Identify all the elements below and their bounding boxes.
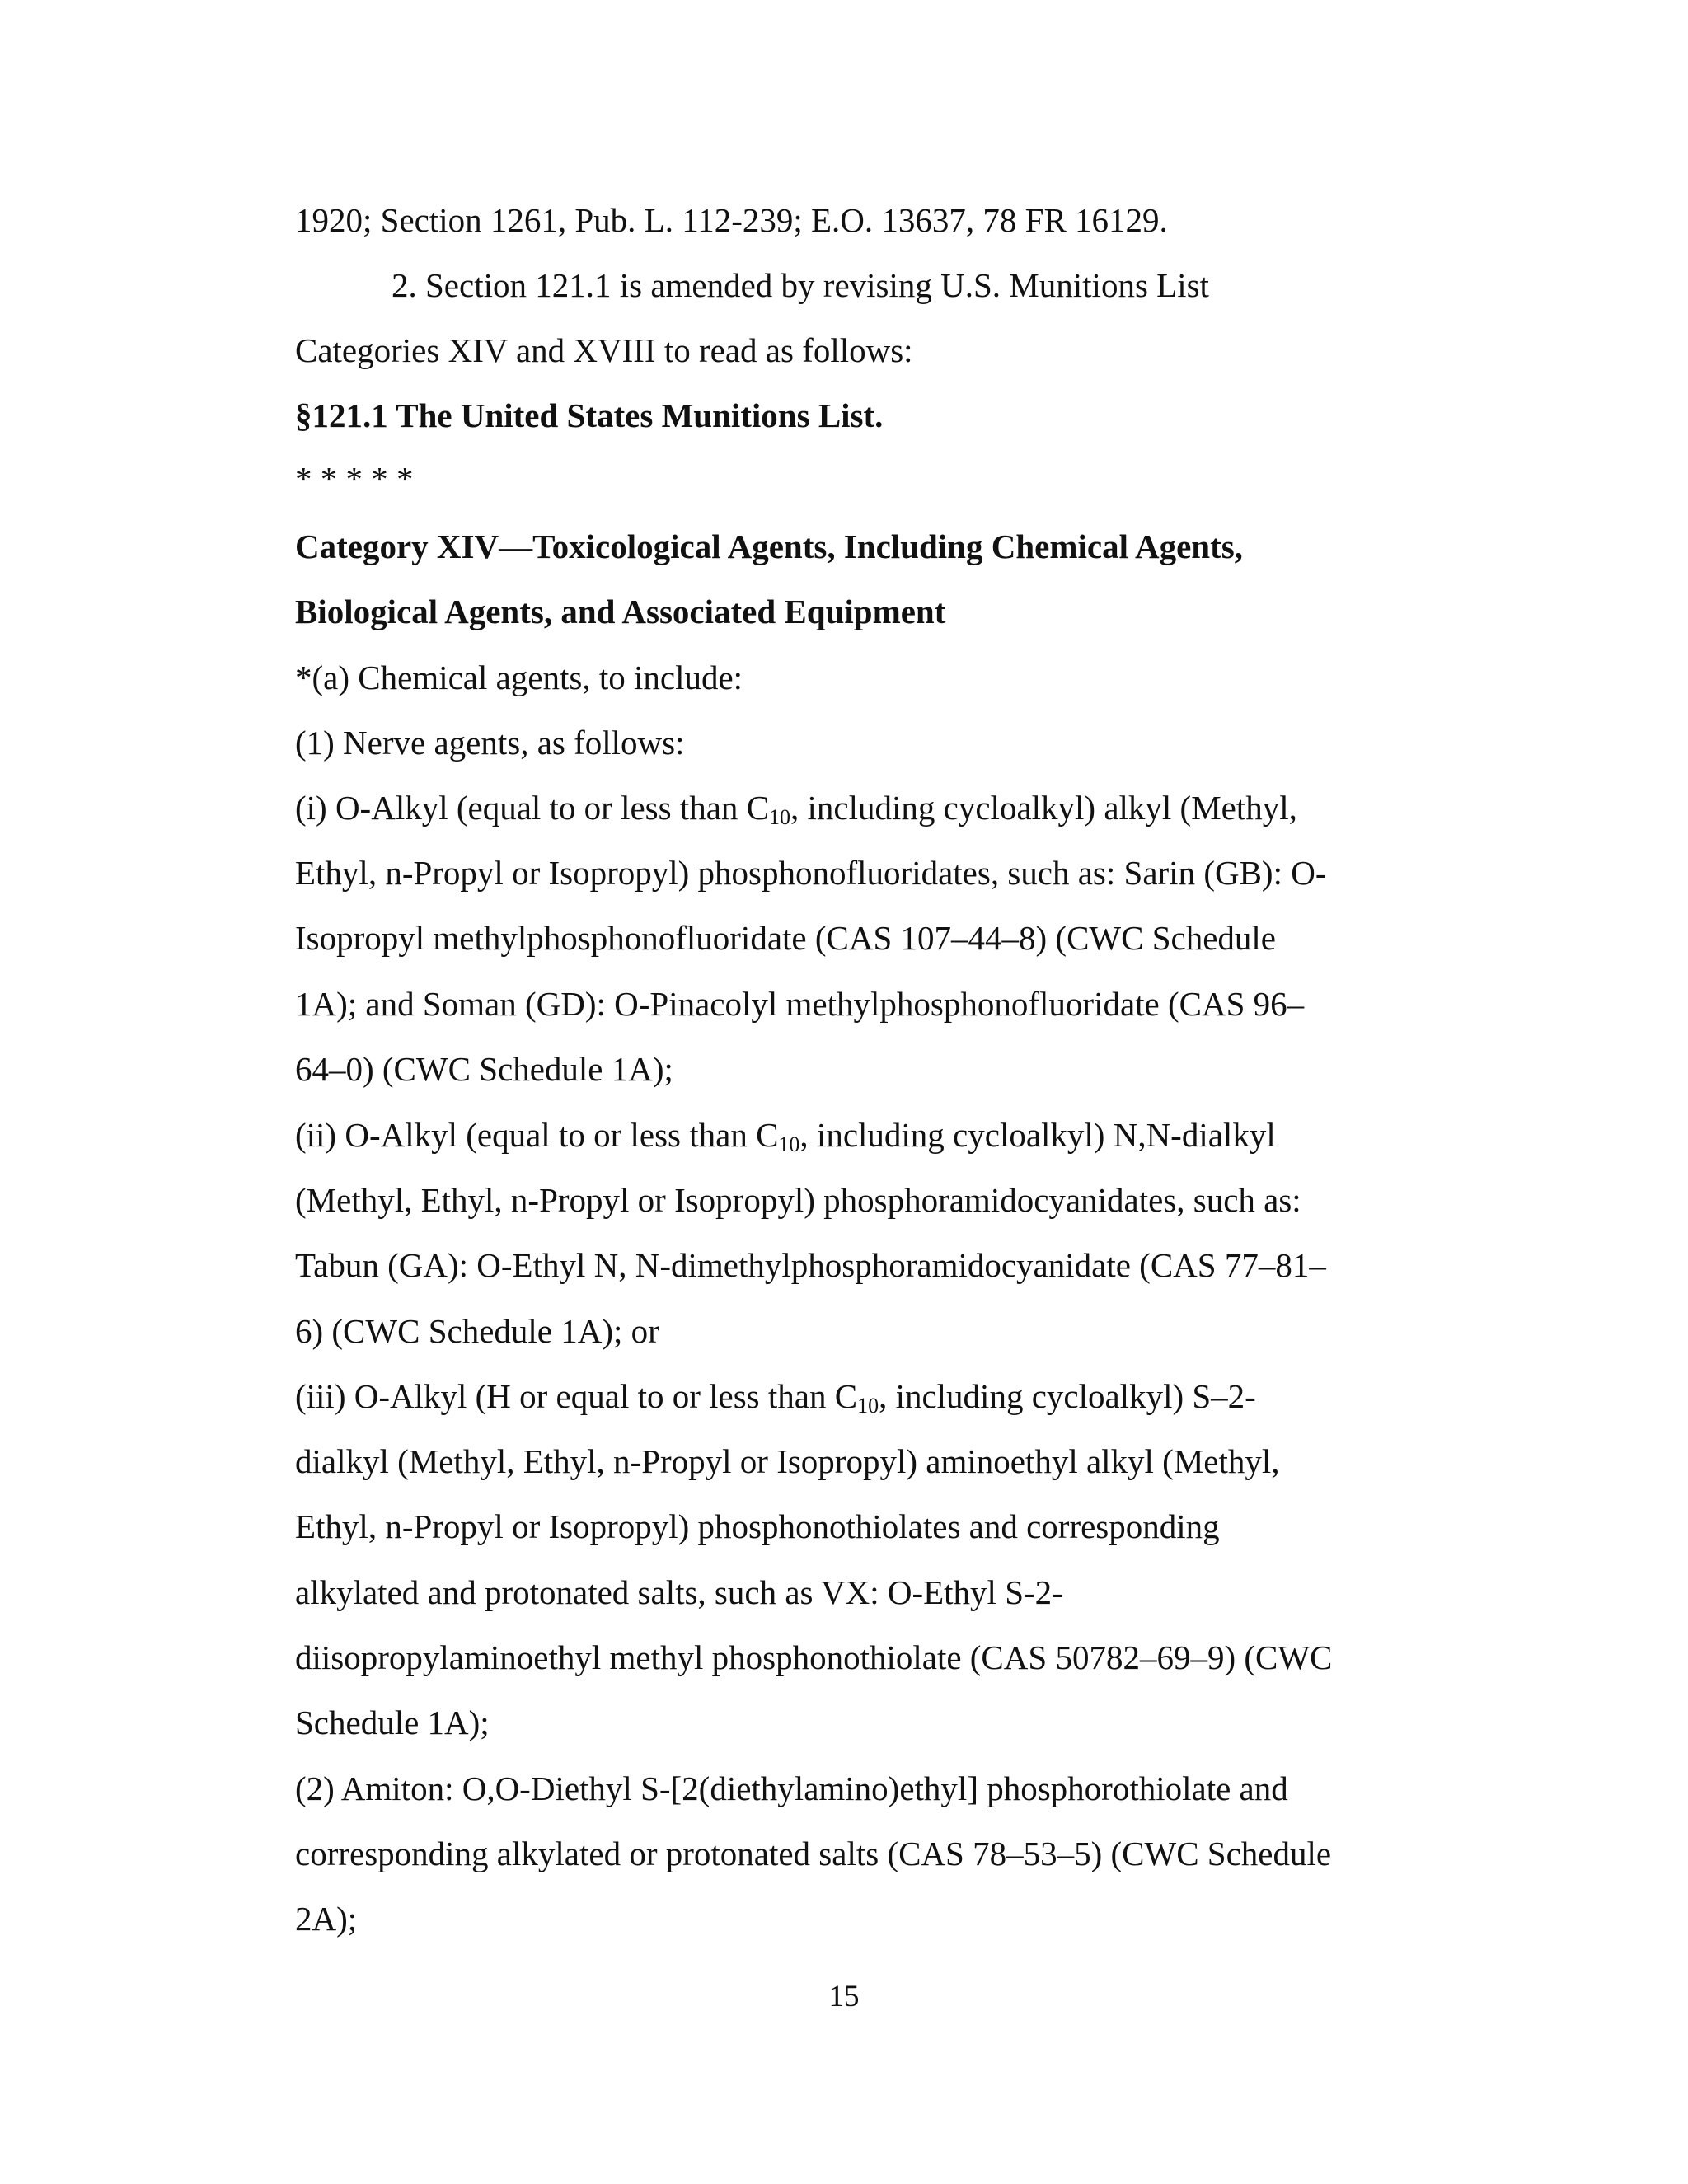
page-number: 15 — [828, 1980, 860, 2013]
subscript: 10 — [857, 1394, 879, 1418]
text-segment: (i) O-Alkyl (equal to or less than C — [295, 789, 770, 827]
text-segment: , including cycloalkyl) N,N-dialkyl — [799, 1116, 1276, 1154]
body-text-line: *(a) Chemical agents, to include: — [295, 658, 743, 696]
category-heading-line-1: Category XIV—Toxicological Agents, Including Chemical Agents, — [295, 527, 1243, 565]
body-text-line: corresponding alkylated or protonated salts (CAS 78–53–5) (CWC Schedule — [295, 1835, 1332, 1872]
body-text-line: (Methyl, Ethyl, n-Propyl or Isopropyl) phosphoramidocyanidates, such as: — [295, 1181, 1301, 1219]
body-text-line: alkylated and protonated salts, such as VX: O-Ethyl S-2- — [295, 1573, 1063, 1611]
body-text-line — [295, 1114, 1276, 1155]
body-text-line: dialkyl (Methyl, Ethyl, n-Propyl or Isopropyl) aminoethyl alkyl (Methyl, — [295, 1442, 1280, 1480]
numbered-paragraph-line: 2. Section 121.1 is amended by revising U.S. Munitions List — [392, 266, 1209, 304]
body-text-line: Ethyl, n-Propyl or Isopropyl) phosphonofluoridates, such as: Sarin (GB): O- — [295, 854, 1327, 892]
body-text-line: 6) (CWC Schedule 1A); or — [295, 1312, 659, 1350]
text-segment: , including cycloalkyl) alkyl (Methyl, — [790, 789, 1297, 827]
body-text-line: 2A); — [295, 1900, 358, 1938]
body-text-line: 1A); and Soman (GD): O-Pinacolyl methylphosphonofluoridate (CAS 96– — [295, 985, 1305, 1023]
body-text-line: Isopropyl methylphosphonofluoridate (CAS 107–44–8) (CWC Schedule — [295, 919, 1277, 957]
section-heading: §121.1 The United States Munitions List. — [295, 396, 884, 434]
subscript: 10 — [778, 1132, 800, 1156]
text-segment: (iii) O-Alkyl (H or equal to or less than C — [295, 1377, 858, 1415]
body-text-line: Schedule 1A); — [295, 1704, 490, 1741]
subscript: 10 — [769, 805, 791, 829]
body-text-line: Tabun (GA): O-Ethyl N, N-dimethylphosphoramidocyanidate (CAS 77–81– — [295, 1246, 1326, 1284]
body-text-line: 1920; Section 1261, Pub. L. 112-239; E.O. 13637, 78 FR 16129. — [295, 201, 1168, 239]
body-text-line: Categories XIV and XVIII to read as follows: — [295, 331, 913, 369]
body-text-line — [295, 787, 1297, 828]
body-text-line: (2) Amiton: O,O-Diethyl S-[2(diethylamino)ethyl] phosphorothiolate and — [295, 1769, 1288, 1807]
body-text-line: diisopropylaminoethyl methyl phosphonothiolate (CAS 50782–69–9) (CWC — [295, 1638, 1333, 1676]
category-heading-line-2: Biological Agents, and Associated Equipment — [295, 593, 946, 630]
body-text-line: (1) Nerve agents, as follows: — [295, 724, 685, 762]
text-segment: , including cycloalkyl) S–2- — [879, 1377, 1256, 1415]
body-text-line: Ethyl, n-Propyl or Isopropyl) phosphonothiolates and corresponding — [295, 1507, 1220, 1545]
body-text-line — [295, 1376, 1256, 1417]
asterisk-separator: * * * * * — [295, 460, 414, 498]
text-segment: (ii) O-Alkyl (equal to or less than C — [295, 1116, 779, 1154]
body-text-line: 64–0) (CWC Schedule 1A); — [295, 1050, 673, 1088]
